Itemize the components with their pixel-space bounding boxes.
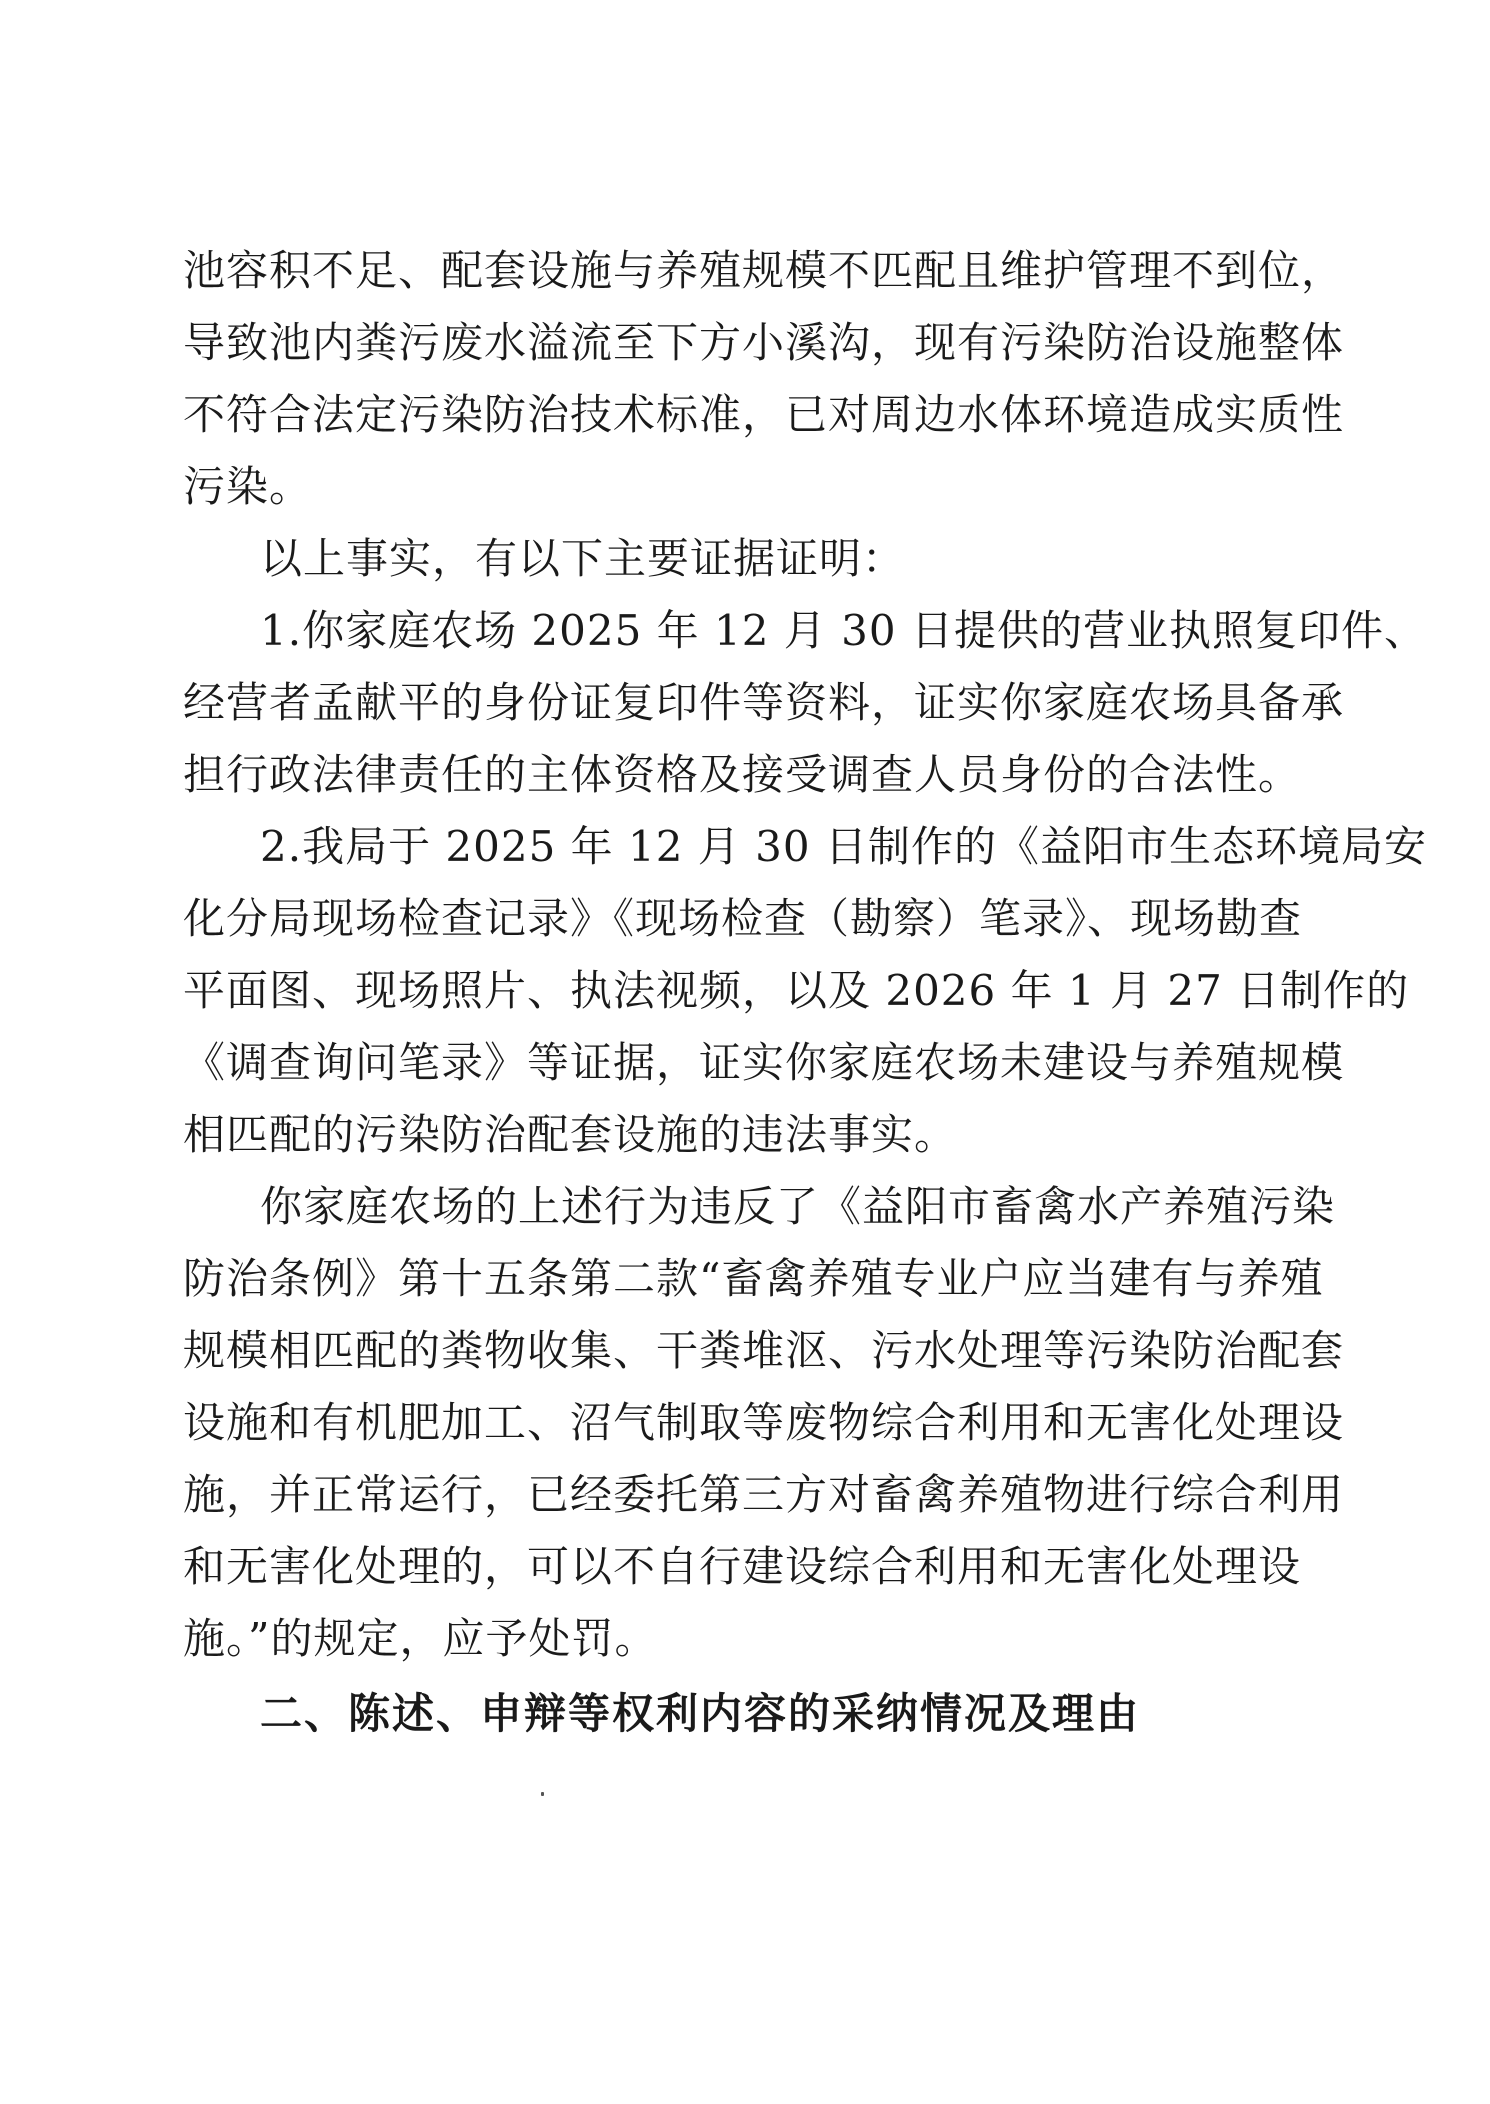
paragraph-line: 池容积不足、配套设施与养殖规模不匹配且维护管理不到位， — [183, 246, 1345, 295]
paragraph-line: 防治条例》第十五条第二款“畜禽养殖专业户应当建有与养殖 — [183, 1254, 1324, 1303]
paragraph-line: 和无害化处理的，可以不自行建设综合利用和无害化处理设 — [183, 1542, 1302, 1591]
paragraph-line: 化分局现场检查记录》《现场检查（勘察）笔录》、现场勘查 — [183, 894, 1303, 943]
paragraph-line: 以上事实，有以下主要证据证明： — [260, 534, 906, 583]
paragraph-line: 担行政法律责任的主体资格及接受调查人员身份的合法性。 — [183, 750, 1302, 799]
paragraph-line: 不符合法定污染防治技术标准，已对周边水体环境造成实质性 — [183, 390, 1345, 439]
paragraph-line: 施。”的规定，应予处罚。 — [183, 1614, 658, 1663]
paragraph-line: 规模相匹配的粪物收集、干粪堆沤、污水处理等污染防治配套 — [183, 1326, 1345, 1375]
paragraph-line: 施，并正常运行，已经委托第三方对畜禽养殖物进行综合利用 — [183, 1470, 1345, 1519]
scan-speck — [541, 1792, 544, 1796]
section-heading: 二、陈述、申辩等权利内容的采纳情况及理由 — [260, 1689, 1141, 1738]
paragraph-line: 经营者孟献平的身份证复印件等资料，证实你家庭农场具备承 — [183, 678, 1345, 727]
paragraph-line: 设施和有机肥加工、沼气制取等废物综合利用和无害化处理设 — [183, 1398, 1345, 1447]
paragraph-line: 平面图、现场照片、执法视频，以及 2026 年 1 月 27 日制作的 — [183, 966, 1410, 1015]
paragraph-line: 相匹配的污染防治配套设施的违法事实。 — [183, 1110, 958, 1159]
paragraph-line: 污染。 — [183, 462, 313, 511]
paragraph-line: 你家庭农场的上述行为违反了《益阳市畜禽水产养殖污染 — [260, 1182, 1336, 1231]
evidence-item-2: 2.我局于 2025 年 12 月 30 日制作的《益阳市生态环境局安 — [260, 822, 1427, 871]
paragraph-line: 《调查询问笔录》等证据，证实你家庭农场未建设与养殖规模 — [183, 1038, 1345, 1087]
evidence-item-1: 1.你家庭农场 2025 年 12 月 30 日提供的营业执照复印件、 — [260, 606, 1427, 655]
paragraph-line: 导致池内粪污废水溢流至下方小溪沟，现有污染防治设施整体 — [183, 318, 1345, 367]
